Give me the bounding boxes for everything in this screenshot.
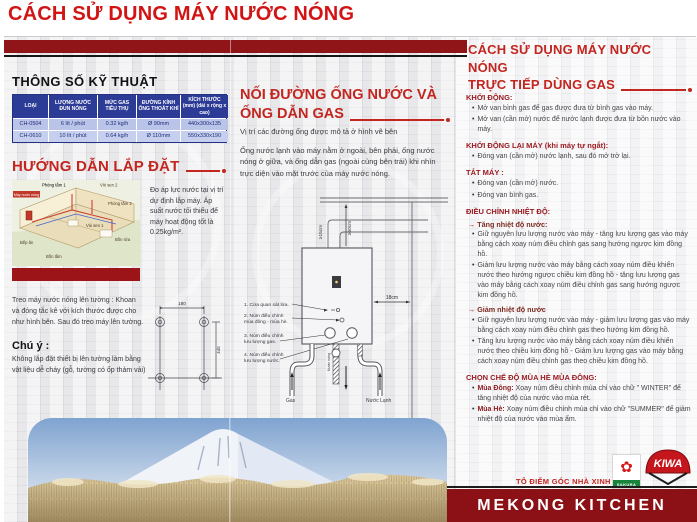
svg-text:Máy nước nóng: Máy nước nóng xyxy=(13,192,40,197)
left-panel-red-bar xyxy=(12,268,140,281)
svg-text:Vòi sen 2: Vòi sen 2 xyxy=(100,182,118,188)
svg-text:445: 445 xyxy=(216,346,221,354)
svg-text:Nước Lạnh: Nước Lạnh xyxy=(366,398,392,404)
svg-text:180: 180 xyxy=(178,301,186,306)
svg-text:mùa đông - mùa hè.: mùa đông - mùa hè. xyxy=(244,320,288,325)
list-item: • Giữ nguyên lưu lượng nước vào máy - tăng lưu lượng gas vào máy bằng cách xoay núm điều chỉnh gas sang hướng ngược kim đồng hồ. xyxy=(472,231,688,258)
sakura-logo xyxy=(612,454,641,489)
middle-intro: Vị trí các đường ống được mô tả ở hình vẽ bên xyxy=(240,127,398,136)
svg-text:2. Núm điều chỉnh: 2. Núm điều chỉnh xyxy=(244,314,284,319)
page-title: CÁCH SỬ DỤNG MÁY NƯỚC NÓNG xyxy=(8,3,355,25)
svg-text:lưu lượng nước.: lưu lượng nước. xyxy=(244,359,280,364)
table-header-cell: LƯỢNG NƯỚC ĐUN NÓNG xyxy=(49,95,97,118)
list-item: • Đóng van (cần mở) nước. xyxy=(472,180,559,188)
usage-instructions xyxy=(466,93,692,427)
table-cell: CH-0610 xyxy=(13,131,48,142)
footer-black-line xyxy=(447,486,697,488)
list-item: • Tăng lưu lượng nước vào máy bằng cách xoay núm điều khiển nước theo chiều kim đồng hồ - Giảm lưu lượng gas vào máy bằng cách xoay núm điều chỉnh gas theo chiều kim đồng hồ. xyxy=(472,338,684,365)
table-cell: 0.32 kg/h xyxy=(98,119,136,130)
svg-text:lưu lượng gas.: lưu lượng gas. xyxy=(244,340,277,345)
svg-text:3. Núm điều chỉnh: 3. Núm điều chỉnh xyxy=(244,334,284,339)
sakura-label: SAKURA xyxy=(613,480,640,488)
middle-body: Ống nước lạnh vào máy nằm ở ngoài, bên phải, ống nước nóng ở giữa, và ống dẫn gas (ngoài cùng bên trái) khi nhìn trực diện vào mặt trước của máy nước nóng. xyxy=(240,146,436,178)
hang-instruction: Treo máy nước nóng lên tường : Khoan và đóng tắc kê với kích thước được cho như hình bên. Sau đó treo máy lên tường. xyxy=(12,297,144,326)
list-item: • Mùa Hè: Xoay núm điều chỉnh mùa chỉ vào chữ "SUMMER" để giảm nhiệt độ của nước vào mùa ấm. xyxy=(472,406,691,424)
section-heading: KHỞI ĐỘNG LẠI MÁY (khi máy tự ngắt): xyxy=(466,141,609,151)
list-item: • Giảm lưu lượng nước vào máy bằng cách xoay núm điều khiển nước theo hướng ngược chiều kim đồng hồ - tăng lưu lượng gas vào máy bằng cách xoay núm điều chỉnh gas sang hướng ngược kim đồng hồ. xyxy=(472,262,681,300)
svg-text:Nước nóng: Nước nóng xyxy=(327,352,331,372)
sub-heading: → Giảm nhiệt độ nước xyxy=(468,305,546,315)
svg-text:1. Cửa quan sát lửa.: 1. Cửa quan sát lửa. xyxy=(244,303,289,308)
table-header-cell: ĐƯỜNG KÍNH ỐNG THOÁT KHÍ xyxy=(137,95,180,118)
specs-heading: THÔNG SỐ KỸ THUẬT xyxy=(12,74,158,89)
drill-template-diagram xyxy=(146,292,224,396)
table-cell: 6 lít / phút xyxy=(49,119,97,130)
middle-title: NỐI ĐƯỜNG ỐNG NƯỚC VÀ ỐNG DẪN GAS xyxy=(240,86,450,124)
svg-text:Phòng tắm 2: Phòng tắm 2 xyxy=(108,201,132,206)
svg-text:KIWA: KIWA xyxy=(653,458,683,470)
sakura-flower-icon: ✿ xyxy=(620,459,633,476)
header-black-line xyxy=(4,55,467,57)
svg-text:Bồn tắm: Bồn tắm xyxy=(46,254,62,259)
section-heading: CHỌN CHẾ ĐỘ MÙA HÈ MÙA ĐÔNG: xyxy=(466,372,597,382)
sub-heading: → Tăng nhiệt độ nước: xyxy=(468,219,548,229)
house-plumbing-diagram xyxy=(12,180,140,266)
list-item: • Giữ nguyên lưu lượng nước vào máy - giảm lưu lượng gas vào máy bằng cách xoay núm điều chỉnh gas theo hướng kim đồng hồ. xyxy=(472,316,690,334)
list-item: • Đóng van (cần mở) nước lạnh, sau đó mở trở lại. xyxy=(472,153,631,161)
list-item: • Mở van (cần mở) nước để nước lạnh được đưa từ bồn nước vào máy. xyxy=(472,116,681,134)
arrow-icon: → xyxy=(468,219,476,229)
heater-piping-diagram xyxy=(242,190,448,426)
specs-table xyxy=(12,94,227,143)
section-heading: TẮT MÁY : xyxy=(466,168,504,178)
pressure-instruction: Đo áp lực nước tại vị trí dự định lắp máy. Áp suất nước tối thiểu để máy hoạt động tốt là 0.25kg/m². xyxy=(150,187,224,236)
svg-text:Phòng tắm 1: Phòng tắm 1 xyxy=(42,182,66,188)
svg-text:18cm: 18cm xyxy=(385,295,399,301)
table-cell: Ø 90mm xyxy=(137,119,180,130)
table-cell: 0.64 kg/h xyxy=(98,131,136,142)
note-text: Không lắp đặt thiết bị lên tường làm bằng vật liệu dễ cháy (gỗ, tường có ốp thảm vải) xyxy=(12,356,146,374)
mount-fuji-photo xyxy=(28,418,447,522)
install-heading: HƯỚNG DẪN LẮP ĐẶT xyxy=(12,158,226,175)
table-header-cell: LOẠI xyxy=(13,95,48,118)
svg-text:Bếp ăn: Bếp ăn xyxy=(20,240,34,245)
svg-text:≥15cm: ≥15cm xyxy=(319,224,324,240)
table-cell: 550x330x190 xyxy=(181,131,228,142)
mekong-kitchen-bar xyxy=(447,489,697,522)
brand-tagline: TÔ ĐIỂM GÓC NHÀ XINH xyxy=(516,477,611,486)
list-item: • Mùa Đông: Xoay núm điều chỉnh mùa chỉ vào chữ " WINTER" để tăng nhiệt độ của nước vào mùa rét. xyxy=(472,384,681,402)
svg-text:Vòi sen 1: Vòi sen 1 xyxy=(86,223,104,228)
table-cell: 10 lít / phút xyxy=(49,131,97,142)
header-bar-fold-gap xyxy=(230,40,231,53)
right-title: CÁCH SỬ DỤNG MÁY NƯỚC NÓNG TRỰC TIẾP DÙNG GAS xyxy=(468,41,692,94)
section-heading: KHỞI ĐỘNG: xyxy=(466,93,513,102)
arrow-icon: → xyxy=(468,305,476,315)
mekong-kitchen-label: MEKONG KITCHEN xyxy=(477,496,667,514)
table-cell: CH-0504 xyxy=(13,119,48,130)
svg-text:Gas: Gas xyxy=(286,398,296,404)
kiwa-logo xyxy=(643,448,693,486)
list-item: • Mở van bình gas để gas được đưa từ bình gas vào máy. xyxy=(472,105,654,112)
header-red-bar xyxy=(4,40,467,53)
list-item: • Đóng van bình gas. xyxy=(472,191,539,199)
section-heading: ĐIỀU CHỈNH NHIỆT ĐỘ: xyxy=(466,206,551,216)
table-cell: Ø 110mm xyxy=(137,131,180,142)
table-header-cell: MỨC GAS TIÊU THỤ xyxy=(98,95,136,118)
svg-text:≥60cm: ≥60cm xyxy=(348,220,353,236)
svg-text:4. Núm điều chỉnh: 4. Núm điều chỉnh xyxy=(244,353,284,358)
svg-text:Bồn rửa: Bồn rửa xyxy=(115,237,131,242)
table-header-cell: KÍCH THƯỚC (mm) (dài x rộng x cao) xyxy=(181,95,228,118)
table-cell: 440x300x135 xyxy=(181,119,228,130)
note-heading: Chú ý : xyxy=(12,340,50,352)
